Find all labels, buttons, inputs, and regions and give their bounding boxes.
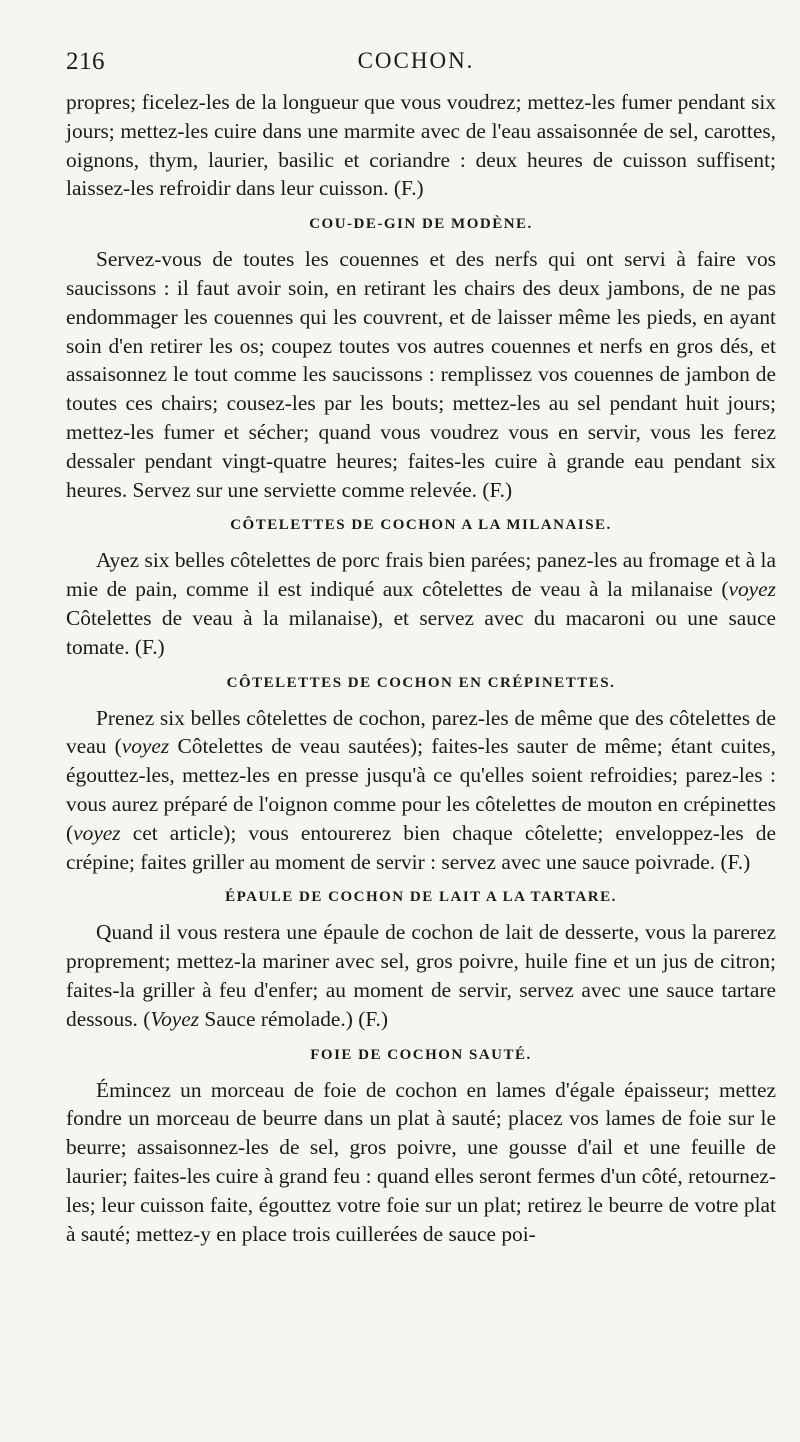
paragraph-text: Côtelettes de veau sautées); faites-les sauter de même; étant cuites, égouttez-les, mettez-les en presse jusqu'à ce qu'elles soient refroidies; parez-les : vous aurez préparé de l'oignon comme pour les côtelettes de mouton en crépinettes ( [66, 734, 776, 845]
paragraph-tartare [66, 918, 776, 1033]
paragraph-crepinettes [66, 704, 776, 877]
paragraph-text: Émincez un morceau de foie de cochon en lames d'égale épaisseur; mettez fondre un morceau de beurre dans un plat à sauté; placez vos lames de foie sur le beurre; assaisonnez-les de sel, gros poivre, une gousse d'ail et une feuille de laurier; faites-les cuire à grand feu : quand elles seront fermes d'un côté, retournez-les; leur cuisson faite, égouttez votre foie sur un plat; retirez le beurre de votre plat à sauté; mettez-y en place trois cuillerées de sauce poi- [66, 1077, 776, 1246]
paragraph-text: Côtelettes de veau à la milanaise), et servez avec du macaroni ou une sauce tomate. (F.) [66, 605, 776, 659]
running-head: COCHON. [357, 48, 475, 73]
cross-reference-voyez: voyez [121, 734, 170, 759]
section-heading-cou-de-gin: COU-DE-GIN DE MODÈNE. [309, 216, 533, 233]
section-heading-tartare: ÉPAULE DE COCHON DE LAIT A LA TARTARE. [225, 889, 617, 906]
paragraph-text: Servez-vous de toutes les couennes et des nerfs qui ont servi à faire vos saucissons : il faut avoir soin, en retirant les chairs des deux jambons, de ne pas endommager les couennes qui les couvrent, et de laisser même les pieds, en ayant soin d'en retirer les os; coupez toutes vos autres couennes et nerfs en gros dés, et assaisonnez le tout comme les saucissons : remplissez vos couennes de jambon de toutes ces chairs; cousez-les par les bouts; mettez-les au sel pendant huit jours; mettez-les fumer et sécher; quand vous voudrez vous en servir, vous les ferez dessaler pendant vingt-quatre heures; faites-les cuire à grande eau pendant six heures. Servez sur une serviette comme relevée. (F.) [66, 247, 776, 502]
paragraph-text: cet article); vous entourerez bien chaque côtelette; enveloppez-les de crépine; faites griller au moment de servir : servez avec une sauce poivrade. (F.) [66, 820, 776, 874]
paragraph-text: Prenez six belles côtelettes de cochon, parez-les de même que des côtelettes de veau ( [66, 705, 776, 759]
cross-reference-voyez: voyez [73, 820, 121, 845]
cross-reference-voyez: voyez [728, 577, 776, 602]
page-number: 216 [66, 48, 105, 75]
paragraph-continuation: propres; ficelez-les de la longueur que vous voudrez; mettez-les fumer pendant six jours; mettez-les cuire dans une marmite avec de l'eau assaisonnée de sel, carottes, oignons, thym, laurier, basilic et coriandre : deux heures de cuisson suffisent; laissez-les refroidir dans leur cuisson. (F.) [66, 90, 776, 201]
section-heading-milanaise: CÔTELETTES DE COCHON A LA MILANAISE. [230, 517, 612, 534]
paragraph-milanaise [66, 546, 776, 661]
page-header [66, 48, 766, 78]
cross-reference-voyez: Voyez [150, 1006, 200, 1031]
section-heading-foie: FOIE DE COCHON SAUTÉ. [310, 1046, 532, 1063]
section-heading-crepinettes: CÔTELETTES DE COCHON EN CRÉPINETTES. [226, 674, 616, 691]
paragraph-foie [66, 1076, 776, 1249]
paragraph-text: Ayez six belles côtelettes de porc frais bien parées; panez-les au fromage et à la mie de pain, comme il est indiqué aux côtelettes de veau à la milanaise ( [66, 548, 776, 602]
paragraph-text: Sauce rémolade.) (F.) [199, 1006, 389, 1031]
paragraph-text: Quand il vous restera une épaule de cochon de lait de desserte, vous la parerez proprement; mettez-la mariner avec sel, gros poivre, huile fine et un jus de citron; faites-la griller à feu d'enfer; au moment de servir, servez avec une sauce tartare dessous. ( [66, 920, 776, 1031]
page-body [66, 88, 776, 1248]
paragraph-cou-de-gin [66, 245, 776, 504]
